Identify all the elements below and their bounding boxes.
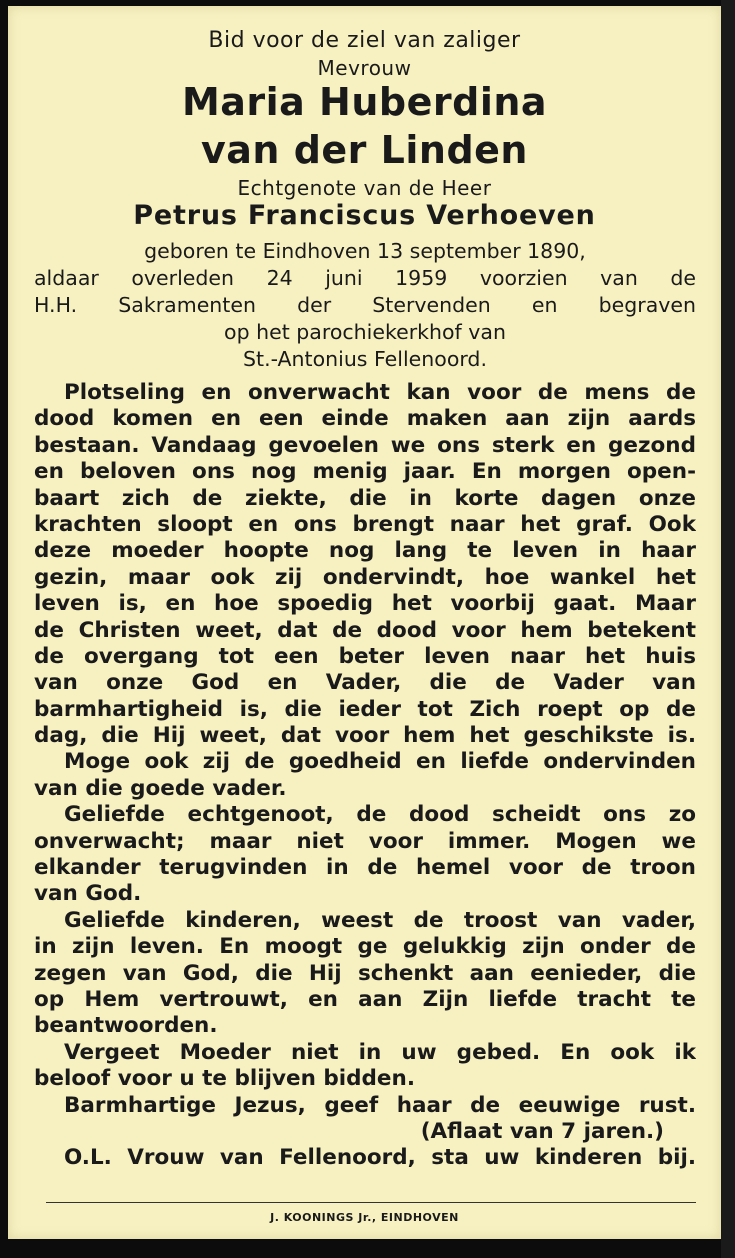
text-line: (Aflaat van 7 jaren.) [420,1118,664,1144]
dates-line: op het parochiekerkhof van [224,320,506,344]
text-line: Geliefde kinderen, weest de troost van vader, [64,907,696,933]
text-line: de Christen weet, dat de dood voor hem betekent [34,617,696,643]
memorial-card [8,6,721,1239]
text-line: Vergeet Moeder niet in uw gebed. En ook ik [64,1039,696,1065]
text-line: Plotseling en onverwacht kan voor de mens de [64,380,696,405]
deceased-name-line1: Maria Huberdina [181,80,548,124]
text-line: gezin, maar ook zij ondervindt, hoe wankel het [34,564,696,590]
text-line: onverwacht; maar niet voor immer. Mogen we [34,828,696,854]
text-line: bestaan. Vandaag gevoelen we ons sterk en gezond [34,432,696,458]
dates-line: H.H. Sakramenten der Stervenden en begraven [34,293,696,317]
text-line: beloof voor u te blijven bidden. [34,1066,415,1092]
text-line: dood komen en een einde maken aan zijn aards [34,406,696,432]
text-line: van God. [34,881,142,907]
text-line: Geliefde echtgenoot, de dood scheidt ons zo [64,802,696,828]
dates-line: St.-Antonius Fellenoord. [243,347,487,371]
memorial-text [34,380,696,1172]
spouse-name: Petrus Franciscus Verhoeven [133,200,596,231]
dates-line: aldaar overleden 24 juni 1959 voorzien van de [34,266,696,290]
text-line: barmhartigheid is, die ieder tot Zich roept op de [34,696,696,722]
text-line: deze moeder hoopte nog lang te leven in haar [34,538,696,564]
text-line: O.L. Vrouw van Fellenoord, sta uw kinderen bij. [64,1145,696,1171]
printer-credit: J. KOONINGS Jr., EINDHOVEN [270,1211,459,1224]
text-line: beantwoorden. [34,1013,218,1039]
text-line: en beloven ons nog menig jaar. En morgen open- [34,459,696,485]
text-line: van onze God en Vader, die de Vader van [34,670,696,696]
text-line: zegen van God, die Hij schenkt aan eenieder, die [34,960,696,986]
text-line: dag, die Hij weet, dat voor hem het geschikste is. [34,723,696,749]
text-line: op Hem vertrouwt, en aan Zijn liefde tracht te [34,986,696,1012]
text-line: Moge ook zij de goedheid en liefde ondervinden [64,749,696,775]
text-line: krachten sloopt en ons brengt naar het graf. Ook [34,511,696,537]
title-mevrouw: Mevrouw [317,56,412,80]
text-line: van die goede vader. [34,775,287,801]
prayer-intro: Bid voor de ziel van zaliger [208,28,521,53]
text-line: de overgang tot een beter leven naar het huis [34,643,696,669]
text-line: in zijn leven. En moogt ge gelukkig zijn onder de [34,934,696,960]
divider-line [46,1202,696,1203]
spouse-intro: Echtgenote van de Heer [237,176,492,200]
text-line: leven is, en hoe spoedig het voorbij gaat. Maar [34,591,696,617]
scan-edge [721,0,735,1258]
text-line: elkander terugvinden in de hemel voor de troon [34,855,696,881]
dates-line: geboren te Eindhoven 13 september 1890, [144,239,586,263]
life-dates [34,238,696,373]
deceased-name-line2: van der Linden [201,128,528,172]
text-line: Barmhartige Jezus, geef haar de eeuwige rust. [64,1092,696,1118]
text-line: baart zich de ziekte, die in korte dagen onze [34,485,696,511]
